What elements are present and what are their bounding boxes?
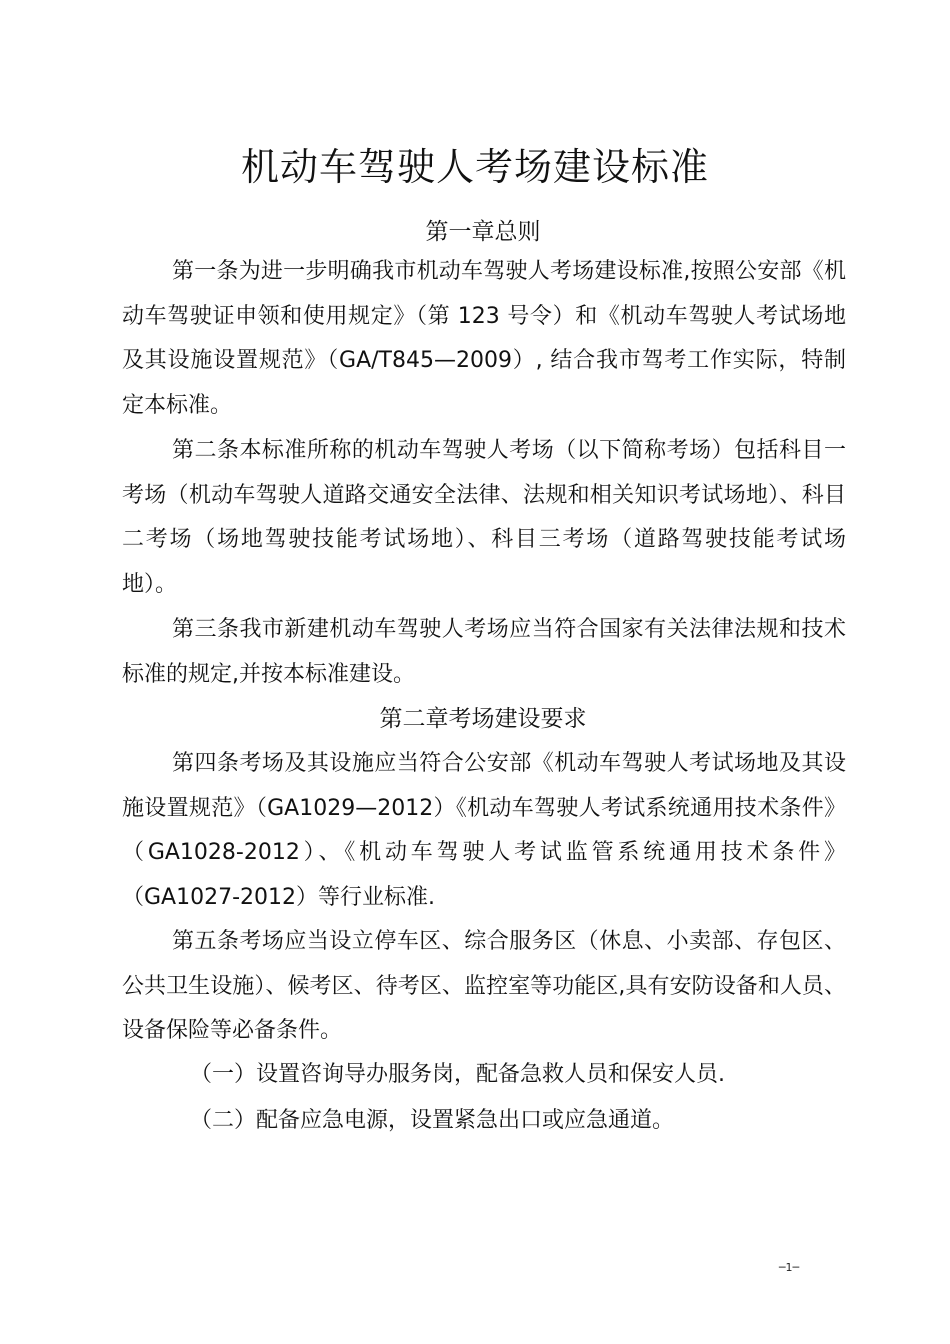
article-1: 第一条为进一步明确我市机动车驾驶人考场建设标准,按照公安部《机动车驾驶证申领和使用规定》（第 123 号令）和《机动车驾驶人考试场地及其设施设置规范》（GA/T845—2009）, 结合我市驾考工作实际，特制定本标准。 [122,259,846,418]
page-number: ─1─ [778,1261,800,1274]
article-2: 第二条本标准所称的机动车驾驶人考场（以下简称考场）包括科目一考场（机动车驾驶人道路交通安全法律、法规和相关知识考试场地）、科目二考场（场地驾驶技能考试场地）、科目三考场（道路驾驶技能考试场地）。 [122,438,846,597]
article-5: 第五条考场应当设立停车区、综合服务区（休息、小卖部、存包区、公共卫生设施）、候考区、待考区、监控室等功能区,具有安防设备和人员、设备保险等必备条件。 [122,929,846,1043]
article-3: 第三条我市新建机动车驾驶人考场应当符合国家有关法律法规和技术标准的规定,并按本标准建设。 [122,617,846,687]
list-item-1: （一）设置咨询导办服务岗，配备急救人员和保安人员. [190,1062,725,1087]
chapter-heading-2: 第二章考场建设要求 [379,706,587,732]
list-item-2: （二）配备应急电源，设置紧急出口或应急通道。 [190,1108,675,1133]
document-title: 机动车驾驶人考场建设标准 [240,145,709,189]
article-4: 第四条考场及其设施应当符合公安部《机动车驾驶人考试场地及其设施设置规范》（GA1029—2012）《机动车驾驶人考试系统通用技术条件》（GA1028-2012）、《机动车驾驶人考试监管系统通用技术条件》（GA1027-2012）等行业标准. [122,751,846,910]
chapter-heading-1: 第一章总则 [425,219,541,245]
